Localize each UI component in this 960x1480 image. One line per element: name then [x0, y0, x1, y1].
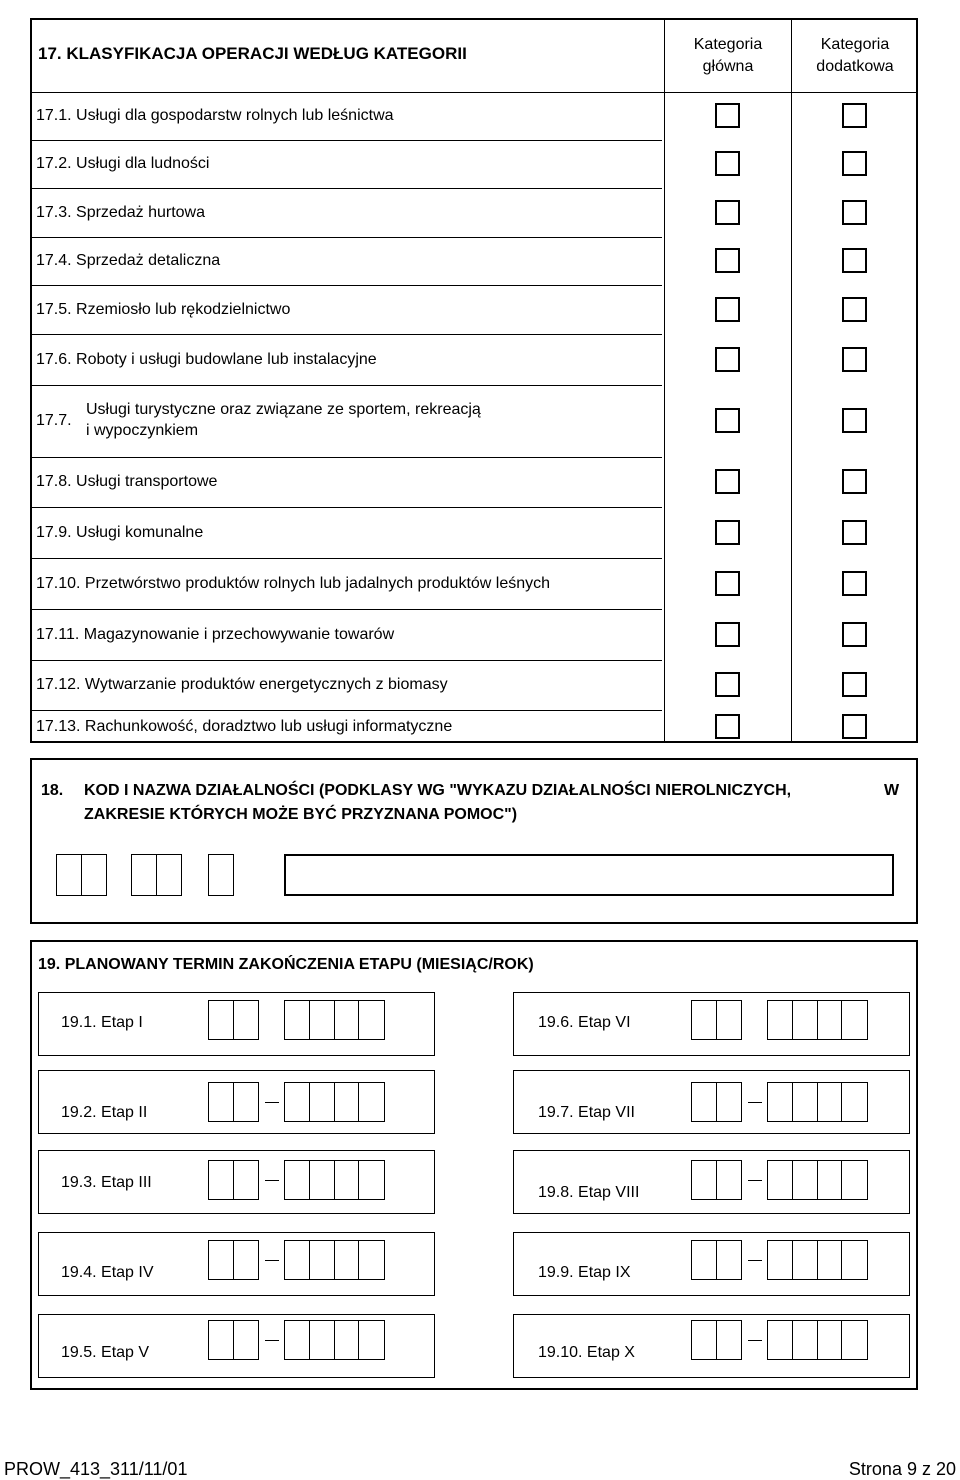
category-row-label: 17.1. Usługi dla gospodarstw rolnych lub leśnictwa: [36, 107, 394, 124]
date-digit-cell[interactable]: [209, 1241, 234, 1279]
date-digit-cell[interactable]: [768, 1161, 793, 1199]
date-digit-cell[interactable]: [234, 1321, 258, 1359]
category-row-label: i wypoczynkiem: [86, 422, 199, 439]
date-digit-cell[interactable]: [285, 1241, 310, 1279]
date-separator: [748, 1260, 762, 1261]
date-digit-cell[interactable]: [310, 1321, 335, 1359]
year-input[interactable]: [284, 1160, 385, 1200]
date-digit-cell[interactable]: [692, 1321, 717, 1359]
year-input[interactable]: [284, 1240, 385, 1280]
date-digit-cell[interactable]: [234, 1083, 258, 1121]
main-category-checkbox[interactable]: [715, 248, 740, 273]
main-category-checkbox[interactable]: [715, 571, 740, 596]
stage-label: 19.6. Etap VI: [538, 1014, 631, 1031]
date-separator: [265, 1260, 279, 1261]
stage-label: 19.4. Etap IV: [61, 1264, 154, 1281]
row-divider: [32, 507, 662, 508]
column-header-main-line1: Kategoria: [693, 36, 763, 53]
row-divider: [32, 334, 662, 335]
month-input[interactable]: [691, 1240, 742, 1280]
stage-label: 19.9. Etap IX: [538, 1264, 631, 1281]
stage-label: 19.5. Etap V: [61, 1344, 150, 1361]
year-input[interactable]: [767, 1082, 868, 1122]
code-cell[interactable]: [82, 855, 106, 895]
code-cell[interactable]: [209, 855, 233, 895]
category-row-label: 17.6. Roboty i usługi budowlane lub instalacyjne: [36, 350, 377, 368]
main-category-checkbox[interactable]: [715, 347, 740, 372]
category-row-label: 17.5. Rzemiosło lub rękodzielnictwo: [36, 300, 291, 318]
main-category-checkbox[interactable]: [715, 520, 740, 545]
date-separator: [265, 1102, 279, 1103]
date-digit-cell[interactable]: [692, 1161, 717, 1199]
row-divider: [32, 237, 662, 238]
date-digit-cell[interactable]: [209, 1083, 234, 1121]
year-input[interactable]: [767, 1000, 868, 1040]
category-row-label: 17.10. Przetwórstwo produktów rolnych lub jadalnych produktów leśnych: [36, 574, 551, 592]
date-digit-cell[interactable]: [793, 1083, 818, 1121]
date-digit-cell[interactable]: [310, 1001, 335, 1039]
date-digit-cell[interactable]: [234, 1161, 258, 1199]
extra-category-checkbox[interactable]: [842, 672, 867, 697]
date-digit-cell[interactable]: [793, 1321, 818, 1359]
date-separator: [748, 1102, 762, 1103]
date-digit-cell[interactable]: [310, 1161, 335, 1199]
column-divider: [791, 20, 792, 741]
date-digit-cell[interactable]: [692, 1001, 717, 1039]
date-digit-cell[interactable]: [717, 1161, 741, 1199]
date-digit-cell[interactable]: [768, 1241, 793, 1279]
date-digit-cell[interactable]: [818, 1083, 843, 1121]
date-digit-cell[interactable]: [717, 1321, 741, 1359]
date-digit-cell[interactable]: [793, 1161, 818, 1199]
month-input[interactable]: [208, 1082, 259, 1122]
year-input[interactable]: [284, 1320, 385, 1360]
section-17-classification: [30, 18, 918, 743]
row-divider: [32, 285, 662, 286]
section-18-title-line1: KOD I NAZWA DZIAŁALNOŚCI (PODKLASY WG "WYKAZU DZIAŁALNOŚCI NIEROLNICZYCH,: [84, 782, 792, 799]
date-digit-cell[interactable]: [818, 1241, 843, 1279]
category-row-label: 17.8. Usługi transportowe: [36, 473, 218, 490]
section-19-stage-dates: [30, 940, 918, 1390]
stage-label: 19.3. Etap III: [61, 1174, 152, 1191]
date-separator: [748, 1340, 762, 1341]
date-digit-cell[interactable]: [209, 1161, 234, 1199]
date-digit-cell[interactable]: [310, 1083, 335, 1121]
date-digit-cell[interactable]: [359, 1083, 384, 1121]
activity-code-group-1[interactable]: [56, 854, 107, 896]
date-digit-cell[interactable]: [793, 1241, 818, 1279]
date-digit-cell[interactable]: [209, 1321, 234, 1359]
date-digit-cell[interactable]: [335, 1083, 360, 1121]
activity-code-group-3[interactable]: [208, 854, 234, 896]
date-digit-cell[interactable]: [285, 1001, 310, 1039]
column-header-main: [665, 34, 791, 78]
date-digit-cell[interactable]: [818, 1161, 843, 1199]
stage-label: 19.10. Etap X: [538, 1344, 635, 1361]
date-digit-cell[interactable]: [793, 1001, 818, 1039]
document-code: PROW_413_311/11/01: [4, 1459, 188, 1479]
date-digit-cell[interactable]: [842, 1321, 867, 1359]
extra-category-checkbox[interactable]: [842, 469, 867, 494]
category-row-label: Usługi turystyczne oraz związane ze sportem, rekreacją: [86, 401, 481, 418]
row-divider: [32, 385, 662, 386]
row-divider: [32, 140, 662, 141]
main-category-checkbox[interactable]: [715, 151, 740, 176]
section-18-title-line2: ZAKRESIE KTÓRYCH MOŻE BYĆ PRZYZNANA POMOC"): [84, 806, 518, 823]
year-input[interactable]: [767, 1320, 868, 1360]
month-input[interactable]: [691, 1320, 742, 1360]
extra-category-checkbox[interactable]: [842, 520, 867, 545]
activity-name-field[interactable]: [284, 854, 894, 896]
date-digit-cell[interactable]: [818, 1001, 843, 1039]
date-digit-cell[interactable]: [285, 1083, 310, 1121]
section-18-title-w: W: [884, 782, 900, 799]
row-divider: [32, 558, 662, 559]
row-divider: [32, 660, 662, 661]
code-cell[interactable]: [132, 855, 157, 895]
date-digit-cell[interactable]: [234, 1001, 258, 1039]
date-separator: [265, 1180, 279, 1181]
main-category-checkbox[interactable]: [715, 297, 740, 322]
year-input[interactable]: [284, 1082, 385, 1122]
header-divider: [32, 92, 916, 93]
category-row-label: 17.3. Sprzedaż hurtowa: [36, 203, 205, 221]
category-row-label: 17.13. Rachunkowość, doradztwo lub usługi informatyczne: [36, 717, 453, 735]
date-digit-cell[interactable]: [842, 1161, 867, 1199]
category-row-label: 17.11. Magazynowanie i przechowywanie towarów: [36, 625, 395, 643]
year-input[interactable]: [284, 1000, 385, 1040]
section-19-title: 19. PLANOWANY TERMIN ZAKOŃCZENIA ETAPU (MIESIĄC/ROK): [38, 956, 534, 973]
section-17-title: 17. KLASYFIKACJA OPERACJI WEDŁUG KATEGORII: [38, 44, 467, 63]
section-18-activity-code: [30, 758, 918, 924]
date-digit-cell[interactable]: [768, 1321, 793, 1359]
date-digit-cell[interactable]: [285, 1321, 310, 1359]
column-header-extra-line1: Kategoria: [820, 36, 890, 53]
date-digit-cell[interactable]: [359, 1001, 384, 1039]
date-digit-cell[interactable]: [717, 1083, 741, 1121]
category-row-label: 17.4. Sprzedaż detaliczna: [36, 252, 221, 269]
extra-category-checkbox[interactable]: [842, 200, 867, 225]
date-digit-cell[interactable]: [234, 1241, 258, 1279]
month-input[interactable]: [208, 1160, 259, 1200]
main-category-checkbox[interactable]: [715, 622, 740, 647]
date-digit-cell[interactable]: [285, 1161, 310, 1199]
date-digit-cell[interactable]: [818, 1321, 843, 1359]
month-input[interactable]: [691, 1082, 742, 1122]
date-separator: [265, 1340, 279, 1341]
date-digit-cell[interactable]: [717, 1001, 741, 1039]
section-18-number: 18.: [41, 782, 64, 799]
stage-label: 19.8. Etap VIII: [538, 1184, 640, 1201]
row-divider: [32, 457, 662, 458]
year-input[interactable]: [767, 1240, 868, 1280]
date-digit-cell[interactable]: [692, 1241, 717, 1279]
date-digit-cell[interactable]: [335, 1321, 360, 1359]
extra-category-checkbox[interactable]: [842, 571, 867, 596]
column-header-main-line2: główna: [702, 58, 754, 75]
year-input[interactable]: [767, 1160, 868, 1200]
month-input[interactable]: [208, 1320, 259, 1360]
page-number: Strona 9 z 20: [848, 1459, 956, 1479]
date-digit-cell[interactable]: [842, 1083, 867, 1121]
row-divider: [32, 609, 662, 610]
date-digit-cell[interactable]: [359, 1321, 384, 1359]
date-digit-cell[interactable]: [209, 1001, 234, 1039]
extra-category-checkbox[interactable]: [842, 714, 867, 739]
category-row-label: 17.2. Usługi dla ludności: [36, 155, 210, 172]
month-input[interactable]: [691, 1000, 742, 1040]
date-digit-cell[interactable]: [842, 1241, 867, 1279]
code-cell[interactable]: [57, 855, 82, 895]
date-digit-cell[interactable]: [310, 1241, 335, 1279]
row-divider: [32, 710, 662, 711]
column-header-extra-line2: dodatkowa: [816, 58, 894, 75]
main-category-checkbox[interactable]: [715, 103, 740, 128]
date-digit-cell[interactable]: [335, 1161, 360, 1199]
date-digit-cell[interactable]: [335, 1001, 360, 1039]
extra-category-checkbox[interactable]: [842, 151, 867, 176]
column-header-extra: [792, 34, 918, 78]
extra-category-checkbox[interactable]: [842, 347, 867, 372]
extra-category-checkbox[interactable]: [842, 248, 867, 273]
date-separator: [748, 1180, 762, 1181]
date-digit-cell[interactable]: [692, 1083, 717, 1121]
stage-label: 19.2. Etap II: [61, 1104, 148, 1121]
main-category-checkbox[interactable]: [715, 408, 740, 433]
category-row-label: 17.12. Wytwarzanie produktów energetycznych z biomasy: [36, 676, 448, 693]
date-digit-cell[interactable]: [359, 1241, 384, 1279]
date-digit-cell[interactable]: [335, 1241, 360, 1279]
row-divider: [32, 188, 662, 189]
main-category-checkbox[interactable]: [715, 714, 740, 739]
month-input[interactable]: [208, 1240, 259, 1280]
category-row-number: 17.7.: [36, 412, 72, 429]
extra-category-checkbox[interactable]: [842, 622, 867, 647]
month-input[interactable]: [208, 1000, 259, 1040]
date-digit-cell[interactable]: [717, 1241, 741, 1279]
extra-category-checkbox[interactable]: [842, 408, 867, 433]
category-row-label: 17.9. Usługi komunalne: [36, 523, 204, 541]
stage-label: 19.7. Etap VII: [538, 1104, 635, 1121]
activity-code-group-2[interactable]: [131, 854, 182, 896]
main-category-checkbox[interactable]: [715, 200, 740, 225]
extra-category-checkbox[interactable]: [842, 297, 867, 322]
main-category-checkbox[interactable]: [715, 469, 740, 494]
main-category-checkbox[interactable]: [715, 672, 740, 697]
code-cell[interactable]: [157, 855, 181, 895]
date-digit-cell[interactable]: [768, 1083, 793, 1121]
stage-label: 19.1. Etap I: [61, 1014, 143, 1031]
extra-category-checkbox[interactable]: [842, 103, 867, 128]
date-digit-cell[interactable]: [842, 1001, 867, 1039]
date-digit-cell[interactable]: [359, 1161, 384, 1199]
date-digit-cell[interactable]: [768, 1001, 793, 1039]
month-input[interactable]: [691, 1160, 742, 1200]
